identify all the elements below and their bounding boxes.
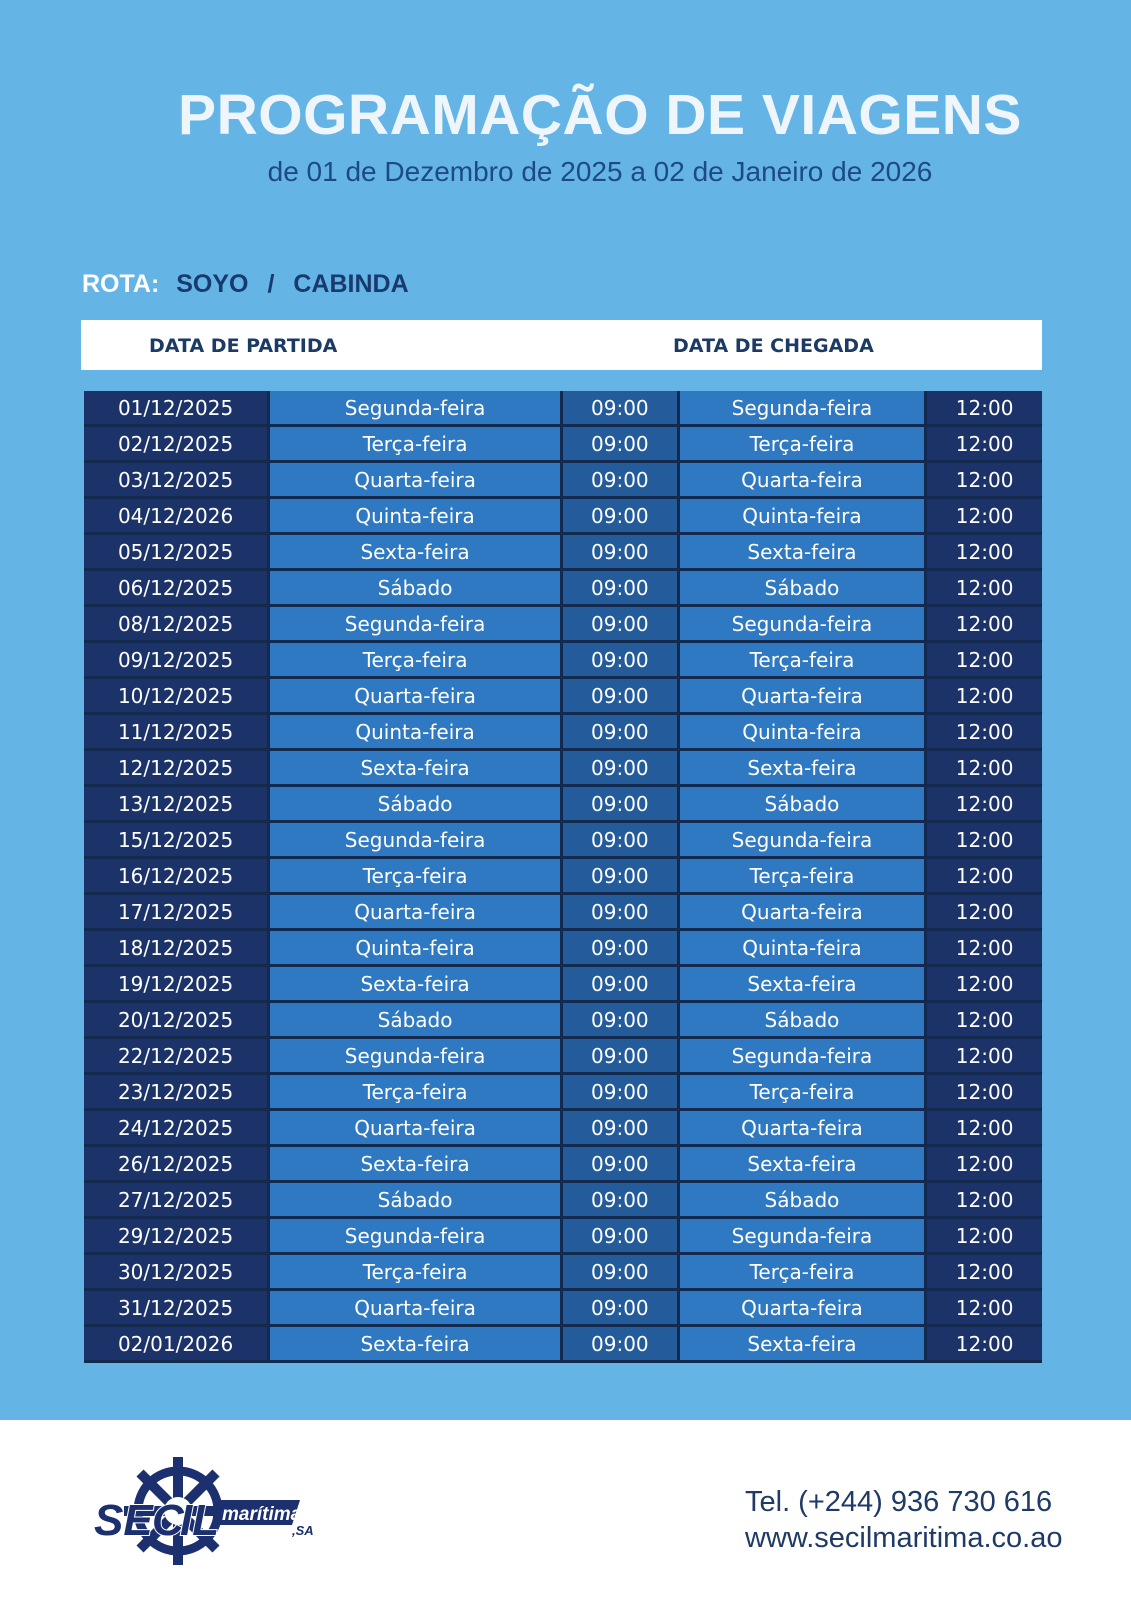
table-row [84,1039,1042,1075]
departure-time-cell: 09:00 [563,967,680,1003]
arrival-weekday-cell: Segunda-feira [680,1219,928,1255]
arrival-time-cell: 12:00 [927,1147,1042,1183]
arrival-time-cell: 12:00 [927,535,1042,571]
departure-date-cell: 05/12/2025 [84,535,270,571]
arrival-time-cell: 12:00 [927,1003,1042,1039]
departure-time-cell: 09:00 [563,391,680,427]
departure-weekday-cell: Sábado [270,571,563,607]
arrival-weekday-cell: Quarta-feira [680,1111,928,1147]
table-row [84,1183,1042,1219]
table-row [84,427,1042,463]
table-row [84,895,1042,931]
arrival-weekday-cell: Quinta-feira [680,931,928,967]
arrival-weekday-cell: Segunda-feira [680,1039,928,1075]
departure-weekday-cell: Segunda-feira [270,1219,563,1255]
departure-time-cell: 09:00 [563,1039,680,1075]
arrival-time-cell: 12:00 [927,967,1042,1003]
departure-time-cell: 09:00 [563,895,680,931]
departure-time-cell: 09:00 [563,535,680,571]
route-destination: CABINDA [293,270,409,298]
departure-time-cell: 09:00 [563,1183,680,1219]
arrival-weekday-cell: Sábado [680,571,928,607]
arrival-time-cell: 12:00 [927,499,1042,535]
table-row [84,499,1042,535]
arrival-time-cell: 12:00 [927,1039,1042,1075]
departure-weekday-cell: Segunda-feira [270,607,563,643]
route-separator: / [267,270,275,298]
departure-weekday-cell: Sexta-feira [270,751,563,787]
arrival-time-cell: 12:00 [927,1291,1042,1327]
departure-date-cell: 29/12/2025 [84,1219,270,1255]
table-row [84,1327,1042,1363]
table-row [84,715,1042,751]
contact-website[interactable]: www.secilmaritima.co.ao [745,1522,1063,1554]
departure-date-cell: 24/12/2025 [84,1111,270,1147]
departure-date-cell: 04/12/2026 [84,499,270,535]
schedule-table-body [84,391,1042,1363]
arrival-weekday-cell: Terça-feira [680,1075,928,1111]
table-row [84,1111,1042,1147]
departure-weekday-cell: Segunda-feira [270,823,563,859]
company-logo [92,1455,332,1575]
ship-wheel-icon [92,1455,332,1570]
departure-time-cell: 09:00 [563,571,680,607]
departure-date-cell: 26/12/2025 [84,1147,270,1183]
arrival-weekday-cell: Sexta-feira [680,967,928,1003]
table-row [84,787,1042,823]
departure-date-cell: 10/12/2025 [84,679,270,715]
departure-date-cell: 19/12/2025 [84,967,270,1003]
table-row [84,1219,1042,1255]
table-row [84,535,1042,571]
arrival-weekday-cell: Sábado [680,787,928,823]
departure-time-cell: 09:00 [563,607,680,643]
departure-weekday-cell: Sábado [270,1183,563,1219]
header-departure: DATA DE PARTIDA [149,335,338,357]
arrival-time-cell: 12:00 [927,679,1042,715]
departure-weekday-cell: Terça-feira [270,1255,563,1291]
departure-date-cell: 31/12/2025 [84,1291,270,1327]
departure-weekday-cell: Quinta-feira [270,499,563,535]
arrival-time-cell: 12:00 [927,1111,1042,1147]
departure-weekday-cell: Sábado [270,1003,563,1039]
table-row [84,931,1042,967]
departure-weekday-cell: Sexta-feira [270,1327,563,1363]
header-arrival: DATA DE CHEGADA [673,335,874,357]
departure-weekday-cell: Terça-feira [270,1075,563,1111]
arrival-time-cell: 12:00 [927,823,1042,859]
departure-date-cell: 08/12/2025 [84,607,270,643]
departure-time-cell: 09:00 [563,1327,680,1363]
route-origin: SOYO [176,270,249,298]
table-row [84,1255,1042,1291]
arrival-weekday-cell: Quarta-feira [680,463,928,499]
arrival-weekday-cell: Quarta-feira [680,1291,928,1327]
arrival-weekday-cell: Terça-feira [680,643,928,679]
arrival-weekday-cell: Quinta-feira [680,499,928,535]
departure-date-cell: 23/12/2025 [84,1075,270,1111]
departure-time-cell: 09:00 [563,463,680,499]
route-line [82,270,409,299]
arrival-time-cell: 12:00 [927,643,1042,679]
arrival-weekday-cell: Terça-feira [680,427,928,463]
table-row [84,1075,1042,1111]
arrival-weekday-cell: Segunda-feira [680,391,928,427]
departure-date-cell: 09/12/2025 [84,643,270,679]
departure-weekday-cell: Quinta-feira [270,931,563,967]
arrival-weekday-cell: Terça-feira [680,859,928,895]
arrival-weekday-cell: Segunda-feira [680,823,928,859]
logo-text-c: C [152,1496,184,1545]
departure-time-cell: 09:00 [563,679,680,715]
departure-date-cell: 17/12/2025 [84,895,270,931]
departure-time-cell: 09:00 [563,1291,680,1327]
arrival-weekday-cell: Quinta-feira [680,715,928,751]
arrival-time-cell: 12:00 [927,787,1042,823]
departure-time-cell: 09:00 [563,427,680,463]
departure-date-cell: 16/12/2025 [84,859,270,895]
logo-text-se: SE [94,1496,153,1545]
departure-time-cell: 09:00 [563,787,680,823]
arrival-time-cell: 12:00 [927,1255,1042,1291]
departure-weekday-cell: Sábado [270,787,563,823]
arrival-time-cell: 12:00 [927,607,1042,643]
table-row [84,1003,1042,1039]
table-row [84,967,1042,1003]
departure-date-cell: 06/12/2025 [84,571,270,607]
departure-time-cell: 09:00 [563,499,680,535]
arrival-weekday-cell: Sexta-feira [680,1327,928,1363]
departure-date-cell: 20/12/2025 [84,1003,270,1039]
arrival-weekday-cell: Sábado [680,1003,928,1039]
departure-weekday-cell: Sexta-feira [270,967,563,1003]
departure-time-cell: 09:00 [563,1219,680,1255]
arrival-time-cell: 12:00 [927,571,1042,607]
table-row [84,607,1042,643]
table-row [84,391,1042,427]
arrival-time-cell: 12:00 [927,427,1042,463]
arrival-time-cell: 12:00 [927,715,1042,751]
arrival-weekday-cell: Sábado [680,1183,928,1219]
table-row [84,1291,1042,1327]
arrival-time-cell: 12:00 [927,859,1042,895]
departure-weekday-cell: Quarta-feira [270,895,563,931]
table-row [84,643,1042,679]
departure-weekday-cell: Segunda-feira [270,391,563,427]
departure-weekday-cell: Segunda-feira [270,1039,563,1075]
departure-time-cell: 09:00 [563,1255,680,1291]
departure-time-cell: 09:00 [563,715,680,751]
arrival-time-cell: 12:00 [927,1327,1042,1363]
departure-weekday-cell: Sexta-feira [270,1147,563,1183]
departure-time-cell: 09:00 [563,823,680,859]
departure-time-cell: 09:00 [563,1111,680,1147]
arrival-time-cell: 12:00 [927,895,1042,931]
departure-time-cell: 09:00 [563,643,680,679]
arrival-time-cell: 12:00 [927,1075,1042,1111]
arrival-weekday-cell: Segunda-feira [680,607,928,643]
page-title: PROGRAMAÇÃO DE VIAGENS [178,83,1022,147]
departure-weekday-cell: Terça-feira [270,859,563,895]
departure-time-cell: 09:00 [563,859,680,895]
arrival-weekday-cell: Terça-feira [680,1255,928,1291]
arrival-time-cell: 12:00 [927,1183,1042,1219]
departure-time-cell: 09:00 [563,1147,680,1183]
departure-date-cell: 27/12/2025 [84,1183,270,1219]
departure-weekday-cell: Quinta-feira [270,715,563,751]
arrival-weekday-cell: Sexta-feira [680,751,928,787]
departure-weekday-cell: Quarta-feira [270,463,563,499]
table-row [84,823,1042,859]
departure-date-cell: 03/12/2025 [84,463,270,499]
arrival-time-cell: 12:00 [927,1219,1042,1255]
departure-weekday-cell: Terça-feira [270,427,563,463]
departure-date-cell: 02/01/2026 [84,1327,270,1363]
departure-time-cell: 09:00 [563,1003,680,1039]
departure-weekday-cell: Terça-feira [270,643,563,679]
schedule-table [84,391,1042,1363]
arrival-weekday-cell: Sexta-feira [680,1147,928,1183]
arrival-time-cell: 12:00 [927,463,1042,499]
departure-date-cell: 12/12/2025 [84,751,270,787]
arrival-time-cell: 12:00 [927,391,1042,427]
arrival-time-cell: 12:00 [927,931,1042,967]
contact-info [745,1484,1062,1556]
departure-time-cell: 09:00 [563,1075,680,1111]
departure-date-cell: 13/12/2025 [84,787,270,823]
departure-date-cell: 18/12/2025 [84,931,270,967]
departure-date-cell: 11/12/2025 [84,715,270,751]
route-label: ROTA: [82,270,160,298]
table-row [84,859,1042,895]
arrival-time-cell: 12:00 [927,751,1042,787]
arrival-weekday-cell: Sexta-feira [680,535,928,571]
page-subtitle: de 01 de Dezembro de 2025 a 02 de Janeiro de 2026 [267,156,933,187]
departure-weekday-cell: Quarta-feira [270,1291,563,1327]
arrival-weekday-cell: Quarta-feira [680,895,928,931]
table-row [84,679,1042,715]
table-row [84,463,1042,499]
departure-date-cell: 01/12/2025 [84,391,270,427]
departure-weekday-cell: Quarta-feira [270,679,563,715]
departure-date-cell: 22/12/2025 [84,1039,270,1075]
departure-time-cell: 09:00 [563,931,680,967]
contact-phone: Tel. (+244) 936 730 616 [745,1486,1053,1518]
logo-text-maritima: marítima [222,1504,302,1525]
departure-time-cell: 09:00 [563,751,680,787]
departure-weekday-cell: Quarta-feira [270,1111,563,1147]
table-row [84,1147,1042,1183]
departure-date-cell: 15/12/2025 [84,823,270,859]
table-row [84,571,1042,607]
logo-text-sa: ,SA [292,1523,314,1538]
departure-date-cell: 30/12/2025 [84,1255,270,1291]
logo-text-il: IL [180,1496,220,1545]
table-row [84,751,1042,787]
departure-date-cell: 02/12/2025 [84,427,270,463]
table-header-bar [81,320,1042,370]
arrival-weekday-cell: Quarta-feira [680,679,928,715]
departure-weekday-cell: Sexta-feira [270,535,563,571]
